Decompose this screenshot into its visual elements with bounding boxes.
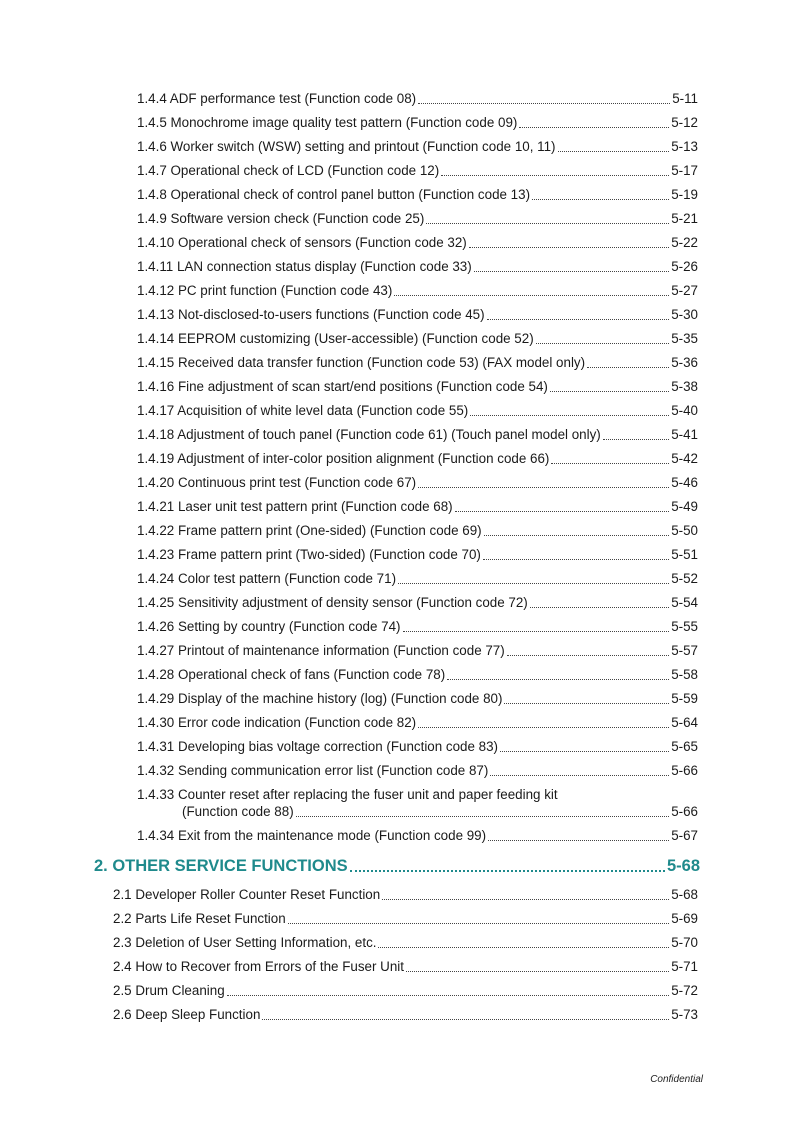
toc-entry-1-4-28[interactable] (137, 667, 698, 683)
toc-entry-page: 5-42 (671, 451, 698, 466)
toc-entry-page: 5-35 (671, 331, 698, 346)
dot-leader (558, 150, 670, 152)
toc-entry-label: 1.4.5 Monochrome image quality test pattern (Function code 09) (137, 115, 518, 130)
dot-leader (382, 898, 669, 900)
toc-entry-1-4-12[interactable] (137, 283, 698, 299)
toc-entry-page: 5-73 (671, 1007, 698, 1022)
dot-leader (484, 534, 670, 536)
dot-leader (455, 510, 670, 512)
toc-entry-label: 1.4.30 Error code indication (Function code 82) (137, 715, 417, 730)
toc-entry-label: 1.4.18 Adjustment of touch panel (Function code 61) (Touch panel model only) (137, 427, 601, 442)
toc-entry-page: 5-27 (671, 283, 698, 298)
toc-entry-1-4-15[interactable] (137, 355, 698, 371)
toc-entry-1-4-11[interactable] (137, 259, 698, 275)
toc-entry-1-4-21[interactable] (137, 499, 698, 515)
toc-entry-label: 1.4.11 LAN connection status display (Function code 33) (137, 259, 472, 274)
dot-leader (500, 750, 669, 752)
dot-leader (288, 922, 670, 924)
dot-leader (587, 366, 669, 368)
toc-entry-1-4-22[interactable] (137, 523, 698, 539)
toc-entry-page: 5-49 (671, 499, 698, 514)
toc-entry-page: 5-38 (671, 379, 698, 394)
toc-entry-label: 1.4.32 Sending communication error list (Function code 87) (137, 763, 489, 778)
toc-entry-label: 1.4.25 Sensitivity adjustment of density sensor (Function code 72) (137, 595, 528, 610)
toc-entry-1-4-5[interactable] (137, 115, 698, 131)
toc-entry-label: 1.4.9 Software version check (Function code 25) (137, 211, 425, 226)
toc-entry-label: 1.4.14 EEPROM customizing (User-accessible) (Function code 52) (137, 331, 534, 346)
toc-entry-page: 5-36 (671, 355, 698, 370)
toc-entry-label: 1.4.24 Color test pattern (Function code 71) (137, 571, 397, 586)
dot-leader (469, 246, 669, 248)
toc-entry-1-4-23[interactable] (137, 547, 698, 563)
dot-leader (447, 678, 669, 680)
toc-entry-label: 1.4.33 Counter reset after replacing the fuser unit and paper feeding kit (137, 787, 558, 802)
toc-entry-page: 5-69 (671, 911, 698, 926)
toc-entry-page: 5-65 (671, 739, 698, 754)
toc-entry-label: 1.4.29 Display of the machine history (log) (Function code 80) (137, 691, 503, 706)
toc-entry-label: 1.4.8 Operational check of control panel button (Function code 13) (137, 187, 531, 202)
toc-entry-page: 5-46 (671, 475, 698, 490)
toc-entry-page: 5-66 (671, 763, 698, 778)
toc-entry-1-4-14[interactable] (137, 331, 698, 347)
dot-leader (507, 654, 669, 656)
toc-entry-page: 5-54 (671, 595, 698, 610)
dot-leader (378, 946, 669, 948)
toc-entry-label: 2.6 Deep Sleep Function (113, 1007, 261, 1022)
toc-entry-label: 1.4.23 Frame pattern print (Two-sided) (Function code 70) (137, 547, 481, 562)
toc-entry-page: 5-22 (671, 235, 698, 250)
toc-entry-label: 1.4.17 Acquisition of white level data (Function code 55) (137, 403, 469, 418)
toc-entry-1-4-13[interactable] (137, 307, 698, 323)
toc-section-2-4[interactable] (113, 959, 698, 975)
dot-leader (403, 630, 670, 632)
toc-entry-1-4-4[interactable] (137, 91, 698, 107)
toc-entry-label-continued: (Function code 88) (182, 804, 294, 819)
toc-entry-label: 1.4.16 Fine adjustment of scan start/end positions (Function code 54) (137, 379, 548, 394)
toc-entry-page: 5-71 (671, 959, 698, 974)
toc-entry-label: 1.4.19 Adjustment of inter-color position alignment (Function code 66) (137, 451, 550, 466)
chapter-title: 2. OTHER SERVICE FUNCTIONS (94, 857, 348, 875)
toc-entry-1-4-8[interactable] (137, 187, 698, 203)
toc-entry-label: 1.4.22 Frame pattern print (One-sided) (Function code 69) (137, 523, 482, 538)
toc-entry-page: 5-26 (671, 259, 698, 274)
toc-entry-page: 5-68 (671, 887, 698, 902)
dot-leader (490, 774, 669, 776)
confidential-footer: Confidential (650, 1074, 703, 1085)
toc-entry-label: 2.2 Parts Life Reset Function (113, 911, 286, 926)
toc-entry-page: 5-66 (671, 804, 698, 819)
toc-chapter-2[interactable] (94, 857, 700, 876)
toc-entry-label: 1.4.28 Operational check of fans (Function code 78) (137, 667, 446, 682)
toc-entry-label: 2.3 Deletion of User Setting Information, etc. (113, 935, 377, 950)
dot-leader (504, 702, 669, 704)
toc-entry-1-4-31[interactable] (137, 739, 698, 755)
toc-entry-1-4-18[interactable] (137, 427, 698, 443)
toc-entry-page: 5-59 (671, 691, 698, 706)
dot-leader (530, 606, 669, 608)
dot-leader (406, 970, 669, 972)
dot-leader (441, 174, 669, 176)
toc-entry-label: 2.5 Drum Cleaning (113, 983, 225, 998)
toc-section-2-6[interactable] (113, 1007, 698, 1023)
dot-leader (550, 390, 669, 392)
toc-entry-1-4-24[interactable] (137, 571, 698, 587)
toc-entry-page: 5-72 (671, 983, 698, 998)
dot-leader (296, 815, 670, 817)
toc-entry-1-4-16[interactable] (137, 379, 698, 395)
toc-entry-label: 1.4.27 Printout of maintenance information (Function code 77) (137, 643, 505, 658)
toc-entry-1-4-6[interactable] (137, 139, 698, 155)
toc-entry-label: 1.4.34 Exit from the maintenance mode (Function code 99) (137, 828, 487, 843)
toc-section-2-5[interactable] (113, 983, 698, 999)
dot-leader (262, 1018, 669, 1020)
toc-entry-1-4-19[interactable] (137, 451, 698, 467)
toc-entry-label: 1.4.10 Operational check of sensors (Function code 32) (137, 235, 467, 250)
dot-leader (418, 486, 669, 488)
toc-entry-1-4-7[interactable] (137, 163, 698, 179)
toc-entry-page: 5-17 (671, 163, 698, 178)
toc-entry-1-4-26[interactable] (137, 619, 698, 635)
toc-entry-page: 5-51 (671, 547, 698, 562)
toc-entry-label: 1.4.12 PC print function (Function code 43) (137, 283, 393, 298)
toc-entry-label: 1.4.7 Operational check of LCD (Function code 12) (137, 163, 440, 178)
dot-leader (394, 294, 669, 296)
dot-leader (426, 222, 669, 224)
toc-entry-1-4-30[interactable] (137, 715, 698, 731)
toc-section-2-1[interactable] (113, 887, 698, 903)
toc-entry-1-4-32[interactable] (137, 763, 698, 779)
toc-entry-page: 5-12 (671, 115, 698, 130)
toc-entry-label: 1.4.15 Received data transfer function (Function code 53) (FAX model only) (137, 355, 586, 370)
toc-entry-1-4-10[interactable] (137, 235, 698, 251)
toc-entry-page: 5-21 (671, 211, 698, 226)
toc-entry-label: 2.4 How to Recover from Errors of the Fuser Unit (113, 959, 404, 974)
dot-leader (227, 994, 670, 996)
toc-entry-1-4-25[interactable] (137, 595, 698, 611)
toc-section-2-3[interactable] (113, 935, 698, 951)
toc-entry-page: 5-50 (671, 523, 698, 538)
toc-entry-label: 1.4.6 Worker switch (WSW) setting and printout (Function code 10, 11) (137, 139, 556, 154)
toc-entry-label: 2.1 Developer Roller Counter Reset Function (113, 887, 381, 902)
toc-entry-label: 1.4.20 Continuous print test (Function code 67) (137, 475, 417, 490)
toc-entry-1-4-20[interactable] (137, 475, 698, 491)
toc-entry-page: 5-11 (672, 91, 698, 106)
toc-entry-page: 5-67 (671, 828, 698, 843)
dot-leader (603, 438, 669, 440)
toc-entry-page: 5-13 (671, 139, 698, 154)
toc-entry-label: 1.4.21 Laser unit test pattern print (Function code 68) (137, 499, 453, 514)
toc-entry-page: 5-40 (671, 403, 698, 418)
dot-leader (418, 726, 669, 728)
dot-leader (532, 198, 669, 200)
toc-entry-label: 1.4.26 Setting by country (Function code 74) (137, 619, 401, 634)
dot-leader (536, 342, 670, 344)
toc-entry-label: 1.4.4 ADF performance test (Function code 08) (137, 91, 417, 106)
chapter-page: 5-68 (666, 857, 700, 875)
toc-entry-page: 5-30 (671, 307, 698, 322)
dot-leader (519, 126, 669, 128)
toc-entry-page: 5-70 (671, 935, 698, 950)
dot-leader (487, 318, 670, 320)
toc-entry-1-4-29[interactable] (137, 691, 698, 707)
dot-leader (470, 414, 669, 416)
dot-leader (474, 270, 669, 272)
toc-section-2-2[interactable] (113, 911, 698, 927)
toc-entry-page: 5-52 (671, 571, 698, 586)
dot-leader (551, 462, 669, 464)
dot-leader (350, 869, 665, 872)
toc-entry-continuation (137, 804, 698, 820)
toc-entry-page: 5-19 (671, 187, 698, 202)
toc-entry-label: 1.4.13 Not-disclosed-to-users functions (Function code 45) (137, 307, 485, 322)
toc-entry-page: 5-57 (671, 643, 698, 658)
toc-entry-1-4-33[interactable] (137, 787, 698, 820)
toc-entry-1-4-34[interactable] (137, 828, 698, 844)
toc-entry-page: 5-55 (671, 619, 698, 634)
toc-entry-1-4-27[interactable] (137, 643, 698, 659)
toc-entry-page: 5-41 (671, 427, 698, 442)
dot-leader (418, 102, 670, 104)
dot-leader (398, 582, 669, 584)
toc-entry-page: 5-64 (671, 715, 698, 730)
dot-leader (488, 839, 669, 841)
toc-entry-1-4-9[interactable] (137, 211, 698, 227)
dot-leader (483, 558, 669, 560)
toc-entry-1-4-17[interactable] (137, 403, 698, 419)
toc-entry-label: 1.4.31 Developing bias voltage correction (Function code 83) (137, 739, 499, 754)
toc-entry-page: 5-58 (671, 667, 698, 682)
